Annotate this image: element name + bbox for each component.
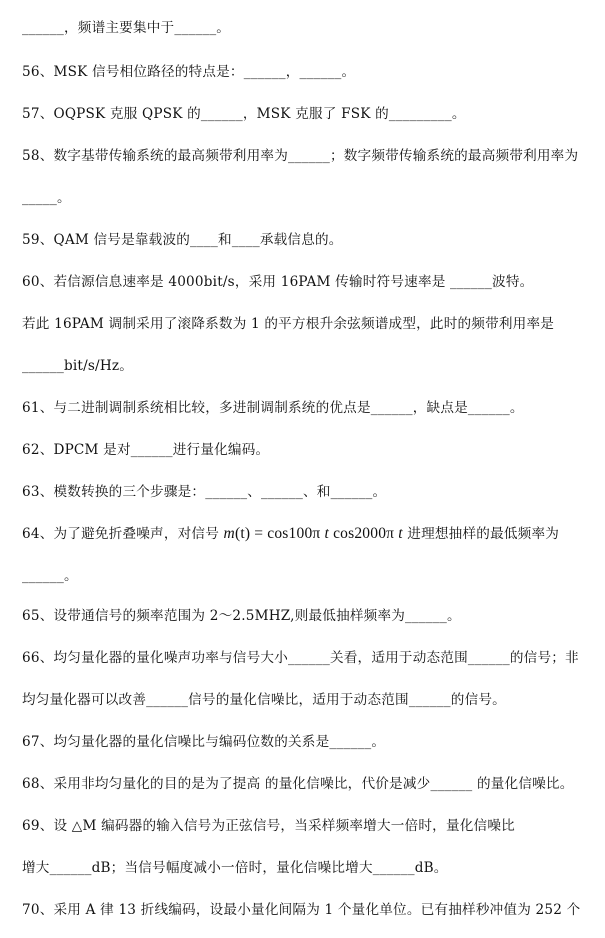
text-line: ______。 <box>22 568 78 584</box>
formula-cos: cos2000π <box>329 525 399 542</box>
question-59: 59、QAM 信号是靠载波的____和____承载信息的。 <box>22 232 343 248</box>
formula <box>224 525 403 542</box>
text-line: 均匀量化器可以改善______信号的量化信噪比，适用于动态范围______的信号。 <box>22 692 506 708</box>
text-line: _____。 <box>22 190 71 206</box>
question-69: 69、设 △M 编码器的输入信号为正弦信号，当采样频率增大一倍时，量化信噪比 <box>22 818 515 834</box>
text-line: 若此 16PAM 调制采用了滚降系数为 1 的平方根升余弦频谱成型，此时的频带利用率是 <box>22 316 555 332</box>
question-64-suffix: 进理想抽样的最低频率为 <box>402 526 560 542</box>
text-line: ______，频谱主要集中于______。 <box>22 20 231 36</box>
text-line: ______bit/s/Hz。 <box>22 358 134 374</box>
question-63: 63、模数转换的三个步骤是：______、______、和______。 <box>22 484 387 500</box>
question-62: 62、DPCM 是对______进行量化编码。 <box>22 442 270 458</box>
formula-eq: = cos100π <box>250 525 325 542</box>
formula-m: m <box>223 525 235 542</box>
question-70: 70、采用 A 律 13 折线编码，设最小量化间隔为 1 个量化单位。已有抽样秒冲值为 252 个 <box>22 902 581 918</box>
question-64 <box>22 524 591 544</box>
formula-t: t <box>398 525 403 542</box>
question-57: 57、OQPSK 克服 QPSK 的______，MSK 克服了 FSK 的_________。 <box>22 106 466 122</box>
question-58: 58、数字基带传输系统的最高频带利用率为______；数字频带传输系统的最高频带利用率为 <box>22 148 579 164</box>
text-line: 增大______dB；当信号幅度减小一倍时，量化信噪比增大______dB。 <box>22 860 448 876</box>
formula-t: t <box>324 525 330 542</box>
question-65: 65、设带通信号的频率范围为 2～2.5MHZ,则最低抽样频率为______。 <box>22 608 461 624</box>
question-68: 68、采用非均匀量化的目的是为了提高 的量化信噪比，代价是减少______ 的量化信噪比。 <box>22 776 574 792</box>
question-66: 66、均匀量化器的量化噪声功率与信号大小______关看，适用于动态范围______的信号；非 <box>22 650 579 666</box>
question-64-prefix: 64、为了避免折叠噪声，对信号 <box>22 526 224 542</box>
question-60: 60、若信源信息速率是 4000bit/s，采用 16PAM 传输时符号速率是 ______波特。 <box>22 274 534 290</box>
question-56: 56、MSK 信号相位路径的特点是：______，______。 <box>22 64 356 80</box>
formula-arg: (t) <box>234 525 251 542</box>
question-61: 61、与二进制调制系统相比较，多进制调制系统的优点是______，缺点是______。 <box>22 400 524 416</box>
question-67: 67、均匀量化器的量化信噪比与编码位数的关系是______。 <box>22 734 386 750</box>
